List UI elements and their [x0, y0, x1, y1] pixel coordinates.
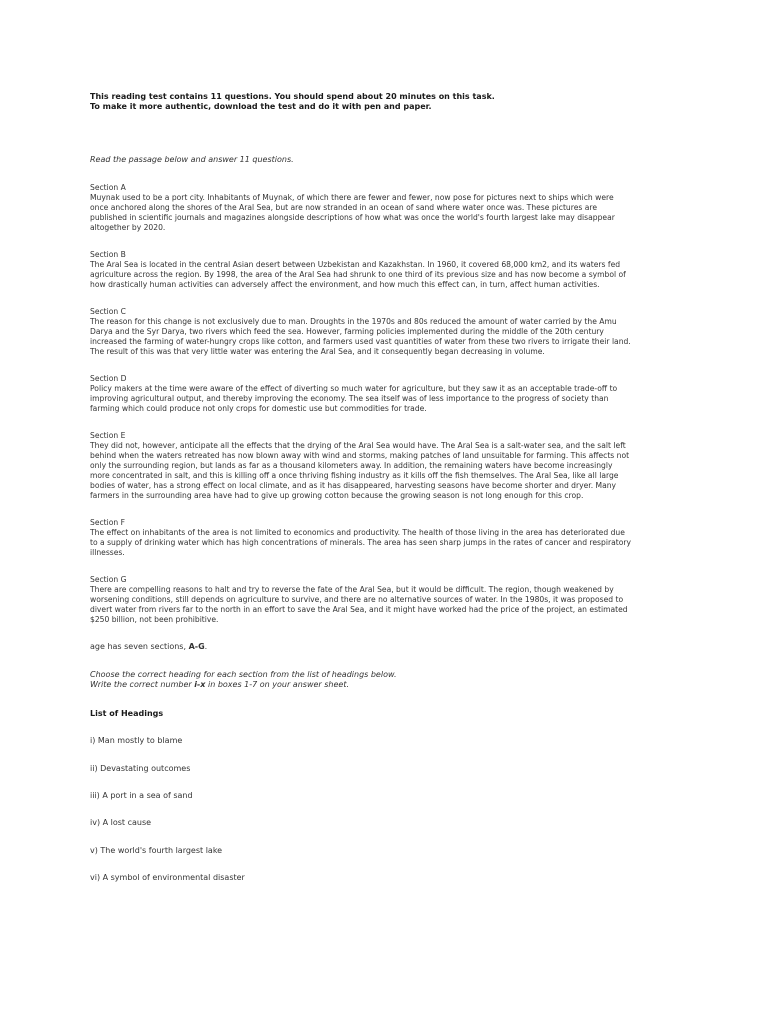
section-line: altogether by 2020. — [90, 223, 166, 232]
section-c — [90, 307, 680, 357]
section-body — [90, 260, 680, 290]
headings-list-title: List of Headings — [90, 709, 164, 718]
sections-range: A-G — [188, 642, 205, 651]
section-body — [90, 384, 680, 414]
section-body — [90, 317, 680, 357]
section-line: to a supply of drinking water which has high concentrations of minerals. The area has seen sharp jumps in the rates of cancer and respiratory — [90, 538, 631, 547]
heading-instruction-line-1: Choose the correct heading for each section from the list of headings below. — [90, 670, 397, 679]
section-line: increased the farming of water-hungry crops like cotton, and farmers used vast quantities of water from these two rivers to irrigate their land. — [90, 337, 631, 346]
instruction-prefix: Write the correct number — [90, 680, 195, 689]
sections-note-prefix: age has seven sections, — [90, 642, 189, 651]
reading-instruction: Read the passage below and answer 11 questions. — [90, 155, 294, 164]
numeral-range: i-x — [194, 680, 206, 689]
section-line: The Aral Sea is located in the central Asian desert between Uzbekistan and Kazakhstan. In 1960, it covered 68,000 km2, and its waters fed — [90, 260, 621, 269]
section-label: Section G — [90, 575, 127, 584]
section-line: There are compelling reasons to halt and try to reverse the fate of the Aral Sea, but it would be difficult. The region, though weakened by — [90, 585, 614, 594]
section-line: bodies of water, has a strong effect on local climate, and as it has disappeared, harvesting seasons have become shorter and dryer. Many — [90, 481, 617, 490]
section-f — [90, 518, 680, 558]
section-line: The effect on inhabitants of the area is not limited to economics and productivity. The health of those living in the area has deteriorated due — [90, 528, 625, 537]
section-line: $250 billion, not been prohibitive. — [90, 615, 219, 624]
section-line: worsening conditions, still depends on agriculture to survive, and there are no alternative sources of water. In the 1980s, it was proposed to — [90, 595, 624, 604]
section-line: more concentrated in salt, and this is killing off a once thriving fishing industry as it kills off the fish themselves. The Aral Sea, like all large — [90, 471, 619, 480]
section-a — [90, 183, 680, 233]
section-line: Muynak used to be a port city. Inhabitants of Muynak, of which there are fewer and fewer, now pose for pictures next to ships which were — [90, 193, 614, 202]
section-b — [90, 250, 680, 290]
section-body — [90, 585, 680, 625]
section-line: published in scientific journals and magazines alongside descriptions of how what was once the world's fourth largest lake may disappear — [90, 213, 615, 222]
heading-item: vi) A symbol of environmental disaster — [90, 873, 245, 882]
section-body — [90, 528, 680, 558]
section-e — [90, 431, 680, 501]
section-line: agriculture across the region. By 1998, the area of the Aral Sea had shrunk to one third of its previous size and has now become a symbol of — [90, 270, 626, 279]
section-line: illnesses. — [90, 548, 125, 557]
heading-instructions — [90, 670, 397, 690]
heading-item: iv) A lost cause — [90, 818, 152, 827]
section-line: farming which could produce not only crops for domestic use but commodities for trade. — [90, 404, 427, 413]
section-line: behind when the waters retreated has now blown away with wind and storms, making patches of land unsuitable for farming. This affects not — [90, 451, 630, 460]
section-line: The result of this was that very little water was entering the Aral Sea, and it consequently began decreasing in volume. — [90, 347, 545, 356]
section-label: Section B — [90, 250, 126, 259]
section-label: Section D — [90, 374, 127, 383]
intro-line-2: To make it more authentic, download the test and do it with pen and paper. — [90, 102, 432, 111]
section-line: The reason for this change is not exclusively due to man. Droughts in the 1970s and 80s reduced the amount of water carried by the Amu — [90, 317, 617, 326]
section-g — [90, 575, 680, 625]
sections-note-suffix: . — [204, 642, 208, 651]
section-line: Darya and the Syr Darya, two rivers which feed the sea. However, farming policies implemented during the middle of the 20th century — [90, 327, 604, 336]
section-label: Section C — [90, 307, 126, 316]
section-line: divert water from rivers far to the north in an effort to save the Aral Sea, and it might have worked had the price of the project, an estimated — [90, 605, 628, 614]
section-line: only the surrounding region, but lands as far as a thousand kilometers away. In addition, the remaining waters have become increasingly — [90, 461, 613, 470]
heading-item: i) Man mostly to blame — [90, 736, 183, 745]
section-line: Policy makers at the time were aware of the effect of diverting so much water for agriculture, but they saw it as an acceptable trade-off to — [90, 384, 618, 393]
section-line: improving agricultural output, and thereby improving the economy. The sea itself was of less importance to the progress of society than — [90, 394, 609, 403]
intro-block — [90, 92, 680, 112]
section-label: Section F — [90, 518, 125, 527]
section-label: Section A — [90, 183, 126, 192]
section-label: Section E — [90, 431, 126, 440]
section-body — [90, 441, 680, 501]
section-line: once anchored along the shores of the Aral Sea, but are now stranded in an ocean of sand where water once was. These pictures are — [90, 203, 598, 212]
heading-instruction-line-2 — [90, 680, 397, 690]
section-body — [90, 193, 680, 233]
section-line: how drastically human activities can adversely affect the environment, and how much this effect can, in turn, affect human activities. — [90, 280, 600, 289]
section-line: farmers in the surrounding area have had to give up growing cotton because the growing season is not long enough for this crop. — [90, 491, 584, 500]
instruction-suffix: in boxes 1-7 on your answer sheet. — [205, 680, 350, 689]
sections-count-note — [90, 642, 207, 652]
heading-item: ii) Devastating outcomes — [90, 764, 191, 773]
section-d — [90, 374, 680, 414]
heading-item: v) The world's fourth largest lake — [90, 846, 223, 855]
intro-line-1: This reading test contains 11 questions. You should spend about 20 minutes on this task. — [90, 92, 495, 101]
heading-item: iii) A port in a sea of sand — [90, 791, 193, 800]
section-line: They did not, however, anticipate all the effects that the drying of the Aral Sea would have. The Aral Sea is a salt-water sea, and the salt left — [90, 441, 626, 450]
